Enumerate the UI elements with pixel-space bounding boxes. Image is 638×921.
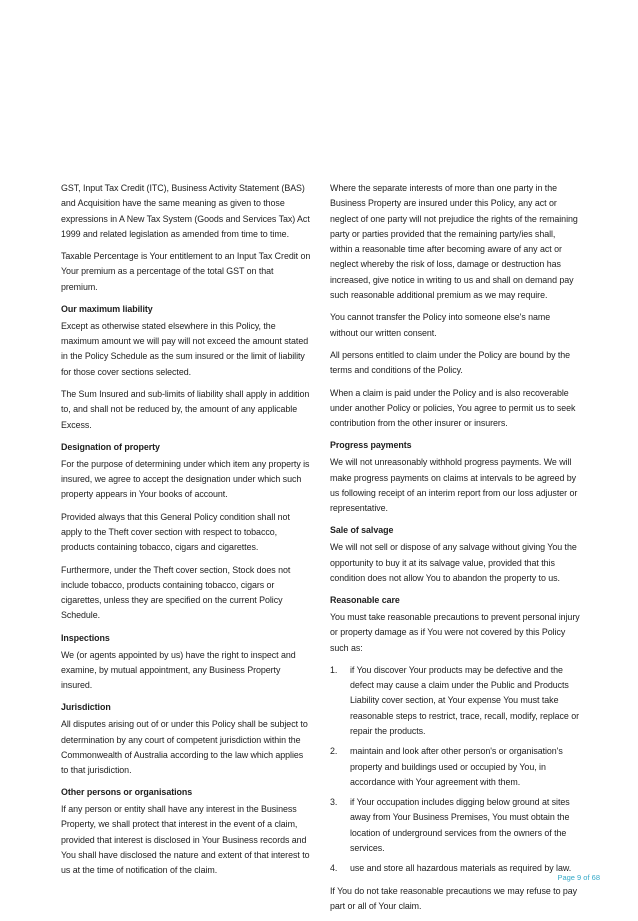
list-item xyxy=(330,663,580,739)
paragraph-max-liability-1: Except as otherwise stated elsewhere in this Policy, the maximum amount we will pay will not exceed the amount stated in the Policy Schedule as the sum insured or the limit of liability for those cover sections selected. xyxy=(61,320,309,377)
paragraph-refuse-claim: If You do not take reasonable precautions we may refuse to pay part or all of Your claim. xyxy=(330,885,578,911)
list-item xyxy=(330,795,580,856)
paragraph-designation-2: Provided always that this General Policy condition shall not apply to the Theft cover section with respect to tobacco, products containing tobacco, cigars and cigarettes. xyxy=(61,511,290,553)
paragraph-persons-bound: All persons entitled to claim under the Policy are bound by the terms and conditions of the Policy. xyxy=(330,349,571,376)
paragraph-other-persons: If any person or entity shall have any interest in the Business Property, we shall protect that interest in the event of a claim, provided that interest is disclosed in Your Business records and You shall have disclosed the nature and extent of that interest to us at the time of notification of the claim. xyxy=(61,804,310,876)
heading-maximum-liability: Our maximum liability xyxy=(61,304,153,315)
paragraph-designation-1: For the purpose of determining under which item any property is insured, we agree to accept the designation under which such property appears in Your books of account. xyxy=(61,458,310,500)
paragraph-transfer-policy: You cannot transfer the Policy into someone else's name without our written consent. xyxy=(330,312,551,338)
heading-sale-of-salvage: Sale of salvage xyxy=(330,525,394,536)
list-item-number: 2. xyxy=(330,746,338,757)
page-number: Page 9 of 68 xyxy=(557,873,600,882)
heading-designation-of-property: Designation of property xyxy=(61,441,160,452)
list-item xyxy=(330,744,580,790)
paragraph-sale-of-salvage: We will not sell or dispose of any salvage without giving You the opportunity to buy it at its salvage value, provided that this condition does not allow You to abandon the property to us. xyxy=(330,542,577,583)
paragraph-contribution: When a claim is paid under the Policy and is also recoverable under another Policy or policies, You agree to permit us to seek contribution from the other insurer or insurers. xyxy=(330,387,576,429)
heading-jurisdiction: Jurisdiction xyxy=(61,702,111,713)
list-item-number: 3. xyxy=(330,797,338,808)
left-column xyxy=(61,181,312,886)
list-item-number: 4. xyxy=(330,863,338,874)
list-item-text: if Your occupation includes digging below ground at sites away from Your Business Premises, You must obtain the location of underground services from the owners of the services. xyxy=(350,797,570,854)
heading-progress-payments: Progress payments xyxy=(330,440,412,451)
heading-reasonable-care: Reasonable care xyxy=(330,595,400,606)
paragraph-progress-payments: We will not unreasonably withhold progress payments. We will make progress payments on claims at intervals to be agreed by us following receipt of an interim report from our loss adjuster or representative. xyxy=(330,457,578,514)
list-item-number: 1. xyxy=(330,664,338,675)
precautions-list xyxy=(330,663,580,877)
paragraph-taxable-percentage: Taxable Percentage is Your entitlement to an Input Tax Credit on Your premium as a percentage of the total GST on that premium. xyxy=(61,251,311,292)
paragraph-separate-interests: Where the separate interests of more than one party in the Business Property are insured under this Policy, any act or neglect of one party will not prejudice the rights of the remaining party or parties provided that the remaining party/ies shall, within a reasonable time after becoming aware of any act or neglect whereby the risk of loss, damage or destruction has increased, give notice in writing to us and shall on demand pay such reasonable additional premium as we may require. xyxy=(330,183,578,301)
paragraph-jurisdiction: All disputes arising out of or under this Policy shall be subject to determination by any court of competent jurisdiction within the Commonwealth of Australia according to the law which applies to that jurisdiction. xyxy=(61,719,308,776)
paragraph-max-liability-2: The Sum Insured and sub-limits of liability shall apply in addition to, and shall not be reduced by, the amount of any applicable Excess. xyxy=(61,389,310,430)
list-item-text: if You discover Your products may be defective and the defect may cause a claim under the Public and Products Liability cover section, at Your expense You must take reasonable steps to restrict, trace, recall, modify, replace or repair the products. xyxy=(350,664,580,736)
paragraph-reasonable-care: You must take reasonable precautions to prevent personal injury or property damage as if You were not covered by this Policy such as: xyxy=(330,611,580,653)
right-column xyxy=(330,181,580,921)
heading-inspections: Inspections xyxy=(61,632,110,643)
paragraph-gst-definition: GST, Input Tax Credit (ITC), Business Activity Statement (BAS) and Acquisition have the same meaning as given to those expressions in A New Tax System (Goods and Services Tax) Act 1999 and related legislation as amended from time to time. xyxy=(61,183,310,239)
paragraph-inspections: We (or agents appointed by us) have the right to inspect and examine, by mutual appointment, any Business Property insured. xyxy=(61,649,296,691)
list-item-text: use and store all hazardous materials as required by law. xyxy=(350,863,572,874)
paragraph-designation-3: Furthermore, under the Theft cover section, Stock does not include tobacco, products containing tobacco, cigars or cigarettes, unless they are specified on the current Policy Schedule. xyxy=(61,564,291,621)
list-item-text: maintain and look after other person's or organisation's property and buildings used or occupied by You, in accordance with Your agreement with them. xyxy=(350,746,563,787)
heading-other-persons: Other persons or organisations xyxy=(61,787,193,798)
